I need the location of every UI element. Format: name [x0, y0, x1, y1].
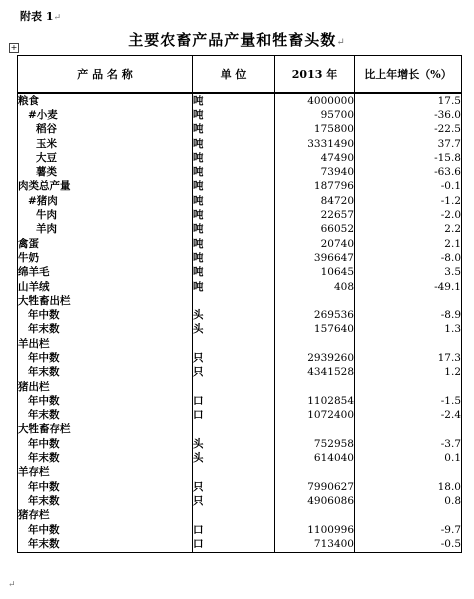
row-name-cell: 粮食: [18, 93, 193, 108]
table-row: [18, 523, 462, 537]
row-unit-cell: 只: [193, 480, 275, 494]
paragraph-mark-icon: ↵: [336, 37, 346, 48]
table-row: [18, 194, 462, 208]
row-value-cell: 2939260: [275, 351, 355, 365]
row-unit-cell: [193, 337, 275, 351]
row-unit-cell: 吨: [193, 108, 275, 122]
table-row: [18, 423, 462, 437]
paragraph-mark-icon: ↵: [8, 580, 16, 590]
row-name-cell: 大豆: [18, 151, 193, 165]
table-row: [18, 409, 462, 423]
table-row: [18, 237, 462, 251]
table-row: [18, 137, 462, 151]
row-value-cell: 157640: [275, 323, 355, 337]
page-title-text: 主要农畜产品产量和牲畜头数: [128, 31, 337, 49]
table-row: [18, 165, 462, 179]
table-row: [18, 437, 462, 451]
row-change-cell: [355, 294, 462, 308]
attachment-label: [20, 8, 61, 24]
row-value-cell: 3331490: [275, 137, 355, 151]
row-value-cell: 66052: [275, 223, 355, 237]
row-change-cell: [355, 380, 462, 394]
row-unit-cell: 口: [193, 409, 275, 423]
row-unit-cell: 只: [193, 351, 275, 365]
row-change-cell: -0.5: [355, 537, 462, 552]
row-value-cell: [275, 423, 355, 437]
row-name-cell: 年中数: [18, 351, 193, 365]
row-name-cell: 牛肉: [18, 208, 193, 222]
row-name-cell: 年中数: [18, 437, 193, 451]
row-unit-cell: 吨: [193, 165, 275, 179]
row-value-cell: 20740: [275, 237, 355, 251]
row-change-cell: -2.4: [355, 409, 462, 423]
table-row: [18, 294, 462, 308]
row-name-cell: 大牲畜出栏: [18, 294, 193, 308]
row-unit-cell: 吨: [193, 194, 275, 208]
table-move-handle-icon[interactable]: +: [10, 43, 18, 52]
row-value-cell: 4906086: [275, 494, 355, 508]
row-name-cell: 羊肉: [18, 223, 193, 237]
row-change-cell: 18.0: [355, 480, 462, 494]
row-change-cell: 17.3: [355, 351, 462, 365]
row-unit-cell: 吨: [193, 93, 275, 108]
row-name-cell: 羊存栏: [18, 466, 193, 480]
table-row: [18, 466, 462, 480]
row-change-cell: -1.2: [355, 194, 462, 208]
row-change-cell: -1.5: [355, 394, 462, 408]
row-value-cell: 1102854: [275, 394, 355, 408]
row-name-cell: 绵羊毛: [18, 266, 193, 280]
row-unit-cell: 口: [193, 537, 275, 552]
row-unit-cell: 吨: [193, 208, 275, 222]
row-change-cell: -22.5: [355, 123, 462, 137]
row-change-cell: 1.3: [355, 323, 462, 337]
row-unit-cell: 只: [193, 494, 275, 508]
table-row: [18, 308, 462, 322]
row-change-cell: -9.7: [355, 523, 462, 537]
row-unit-cell: 只: [193, 366, 275, 380]
row-value-cell: [275, 380, 355, 394]
row-value-cell: 1072400: [275, 409, 355, 423]
row-unit-cell: 头: [193, 308, 275, 322]
row-name-cell: #小麦: [18, 108, 193, 122]
table-row: [18, 337, 462, 351]
row-change-cell: 0.1: [355, 451, 462, 465]
attachment-label-text: 附表 1: [20, 10, 54, 23]
row-name-cell: 羊出栏: [18, 337, 193, 351]
row-name-cell: 猪出栏: [18, 380, 193, 394]
table-row: [18, 394, 462, 408]
row-change-cell: 2.2: [355, 223, 462, 237]
row-name-cell: 大牲畜存栏: [18, 423, 193, 437]
row-change-cell: 3.5: [355, 266, 462, 280]
row-change-cell: 37.7: [355, 137, 462, 151]
row-value-cell: 396647: [275, 251, 355, 265]
row-value-cell: [275, 294, 355, 308]
row-name-cell: 年末数: [18, 366, 193, 380]
row-change-cell: 0.8: [355, 494, 462, 508]
row-change-cell: -49.1: [355, 280, 462, 294]
row-unit-cell: 口: [193, 394, 275, 408]
page-title: [0, 29, 474, 50]
table-row: [18, 108, 462, 122]
row-name-cell: 肉类总产量: [18, 180, 193, 194]
row-value-cell: 187796: [275, 180, 355, 194]
row-value-cell: 4000000: [275, 93, 355, 108]
row-name-cell: 牛奶: [18, 251, 193, 265]
row-name-cell: 猪存栏: [18, 509, 193, 523]
row-unit-cell: [193, 509, 275, 523]
row-value-cell: 4341528: [275, 366, 355, 380]
row-value-cell: 713400: [275, 537, 355, 552]
table-row: [18, 93, 462, 108]
table-row: [18, 380, 462, 394]
row-value-cell: [275, 337, 355, 351]
header-unit: 单 位: [193, 56, 275, 94]
row-value-cell: 408: [275, 280, 355, 294]
table-row: [18, 151, 462, 165]
paragraph-mark-icon: ↵: [53, 13, 62, 23]
row-value-cell: [275, 466, 355, 480]
row-unit-cell: [193, 294, 275, 308]
row-name-cell: 年中数: [18, 480, 193, 494]
row-value-cell: 47490: [275, 151, 355, 165]
row-unit-cell: 头: [193, 451, 275, 465]
row-change-cell: 1.2: [355, 366, 462, 380]
table-row: [18, 366, 462, 380]
row-unit-cell: 头: [193, 323, 275, 337]
row-name-cell: 薯类: [18, 165, 193, 179]
row-name-cell: 年中数: [18, 394, 193, 408]
row-change-cell: -0.1: [355, 180, 462, 194]
header-product-name: 产 品 名 称: [18, 56, 193, 94]
row-name-cell: 年中数: [18, 308, 193, 322]
row-name-cell: 年末数: [18, 494, 193, 508]
row-value-cell: [275, 509, 355, 523]
row-unit-cell: 吨: [193, 237, 275, 251]
row-value-cell: 10645: [275, 266, 355, 280]
row-change-cell: -2.0: [355, 208, 462, 222]
row-unit-cell: 头: [193, 437, 275, 451]
row-change-cell: 2.1: [355, 237, 462, 251]
row-change-cell: -63.6: [355, 165, 462, 179]
row-change-cell: [355, 466, 462, 480]
row-unit-cell: [193, 380, 275, 394]
header-growth-rate: 比上年增长（%）: [355, 56, 462, 94]
row-value-cell: 269536: [275, 308, 355, 322]
table-row: [18, 223, 462, 237]
row-value-cell: 1100996: [275, 523, 355, 537]
header-year-2013: 2013 年: [275, 56, 355, 94]
row-change-cell: [355, 423, 462, 437]
row-value-cell: 614040: [275, 451, 355, 465]
row-change-cell: 17.5: [355, 93, 462, 108]
table-row: [18, 251, 462, 265]
row-name-cell: 年末数: [18, 323, 193, 337]
table-row: [18, 351, 462, 365]
row-name-cell: 禽蛋: [18, 237, 193, 251]
table-row: [18, 323, 462, 337]
row-change-cell: -8.9: [355, 308, 462, 322]
row-name-cell: 年末数: [18, 537, 193, 552]
row-value-cell: 752958: [275, 437, 355, 451]
row-name-cell: #猪肉: [18, 194, 193, 208]
row-name-cell: 年中数: [18, 523, 193, 537]
row-change-cell: -8.0: [355, 251, 462, 265]
table-row: [18, 537, 462, 552]
table-row: [18, 180, 462, 194]
row-unit-cell: 吨: [193, 280, 275, 294]
table-row: [18, 509, 462, 523]
row-unit-cell: [193, 423, 275, 437]
row-unit-cell: 口: [193, 523, 275, 537]
row-value-cell: 175800: [275, 123, 355, 137]
table-row: [18, 208, 462, 222]
row-value-cell: 95700: [275, 108, 355, 122]
table-row: [18, 123, 462, 137]
row-name-cell: 玉米: [18, 137, 193, 151]
row-value-cell: 73940: [275, 165, 355, 179]
row-value-cell: 7990627: [275, 480, 355, 494]
row-change-cell: [355, 337, 462, 351]
row-value-cell: 84720: [275, 194, 355, 208]
row-unit-cell: 吨: [193, 251, 275, 265]
table-row: [18, 266, 462, 280]
row-unit-cell: 吨: [193, 180, 275, 194]
row-name-cell: 山羊绒: [18, 280, 193, 294]
row-change-cell: -3.7: [355, 437, 462, 451]
row-unit-cell: 吨: [193, 123, 275, 137]
row-name-cell: 年末数: [18, 409, 193, 423]
row-name-cell: 稻谷: [18, 123, 193, 137]
row-change-cell: -36.0: [355, 108, 462, 122]
row-unit-cell: 吨: [193, 137, 275, 151]
table-row: [18, 280, 462, 294]
row-name-cell: 年末数: [18, 451, 193, 465]
table-row: [18, 494, 462, 508]
row-change-cell: -15.8: [355, 151, 462, 165]
row-unit-cell: 吨: [193, 151, 275, 165]
row-change-cell: [355, 509, 462, 523]
row-unit-cell: 吨: [193, 223, 275, 237]
row-unit-cell: 吨: [193, 266, 275, 280]
table-row: [18, 451, 462, 465]
row-unit-cell: [193, 466, 275, 480]
stats-table: [17, 55, 462, 553]
table-header-row: [18, 56, 462, 94]
table-row: [18, 480, 462, 494]
row-value-cell: 22657: [275, 208, 355, 222]
